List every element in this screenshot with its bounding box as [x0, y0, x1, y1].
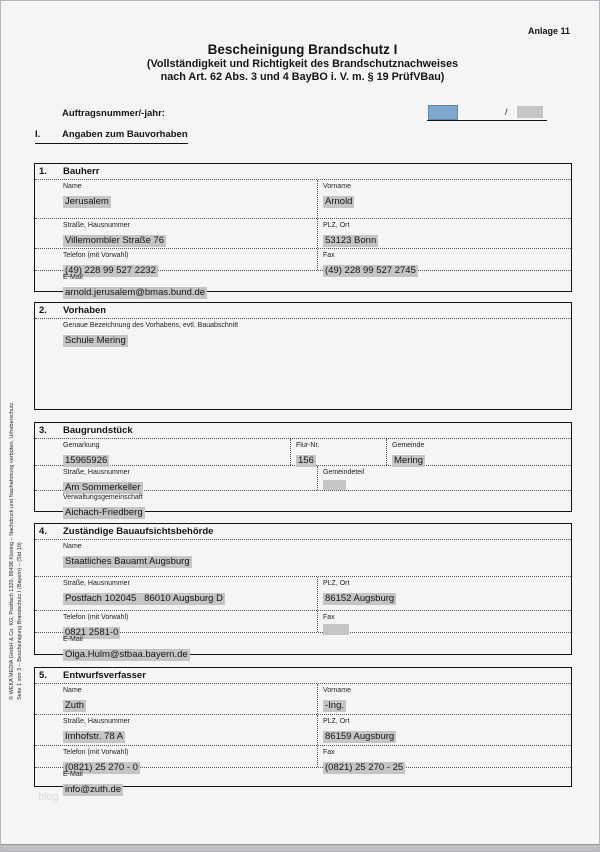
order-number-field[interactable]	[428, 105, 458, 120]
ev-strasse-label: Straße, Hausnummer	[63, 718, 130, 725]
ev-name-label: Name	[63, 687, 82, 694]
bauherr-strasse-label: Straße, Hausnummer	[63, 222, 130, 229]
section-title: Vorhaben	[63, 305, 107, 316]
copyright-vertical-text	[9, 402, 24, 700]
section-title: Entwurfsverfasser	[63, 670, 146, 681]
section-baugrundstueck-header	[35, 423, 571, 439]
gemarkung-label: Gemarkung	[63, 442, 100, 449]
gemeinde-field[interactable]: Mering	[394, 455, 424, 466]
flurnr-field[interactable]: 156	[298, 455, 314, 466]
section-bauaufsichtsbehoerde-header	[35, 524, 571, 540]
section-bauherr	[34, 163, 572, 298]
bauherr-name-label: Name	[63, 183, 82, 190]
row-ev-strasse-plz	[35, 714, 571, 745]
ev-email-field[interactable]: info@zuth.de	[65, 784, 122, 795]
section-number: 4.	[39, 526, 47, 537]
behoerde-email-field[interactable]: Olga.Hulm@stbaa.bayern.de	[65, 649, 188, 660]
ev-vorname-field[interactable]: -Ing.	[325, 700, 345, 711]
page-subtitle-line2: nach Art. 62 Abs. 3 und 4 BayBO i. V. m. § 19 PrüfVBau)	[160, 71, 445, 83]
row-email	[35, 270, 571, 298]
row-strasse-gemeindeteil	[35, 465, 571, 493]
section-number: 5.	[39, 670, 47, 681]
row-behoerde-email	[35, 632, 571, 660]
copyright-line2: Seite 1 von 3 – Bescheinigung Brandschutz I (Bayern) – (Std 10)	[16, 542, 23, 700]
page-subtitle-line1: (Vollständigkeit und Richtigkeit des Brandschutznachweises	[146, 58, 459, 70]
row-ev-email	[35, 767, 571, 795]
behoerde-email-label: E-Mail	[63, 636, 83, 643]
ev-plz-field[interactable]: 86159 Augsburg	[325, 731, 395, 742]
copyright-line1: © WEKA MEDIA GmbH & Co. KG, Postfach 1320, 86438 Kissing – Nachdruck und Nachahmung verboten, Urheberschutz	[9, 402, 15, 700]
behoerde-name-field[interactable]: Staatliches Bauamt Augsburg	[65, 556, 190, 567]
gemarkung-field[interactable]: 15965926	[65, 455, 108, 466]
behoerde-plz-label: PLZ, Ort	[323, 580, 350, 587]
section-vorhaben-header	[35, 303, 571, 319]
behoerde-name-label: Name	[63, 543, 82, 550]
bauherr-name-field[interactable]: Jerusalem	[65, 196, 109, 207]
heading-numeral: I.	[35, 129, 41, 140]
vorhaben-bezeichnung-label: Genaue Bezeichnung des Vorhabens, evtl. Bauabschnitt	[63, 322, 239, 329]
bauherr-email-label: E-Mail	[63, 274, 83, 281]
section-entwurfsverfasser-header	[35, 668, 571, 684]
baugrundstueck-strasse-label: Straße, Hausnummer	[63, 469, 130, 476]
annex-label: Anlage 11	[527, 26, 570, 36]
bauherr-plz-label: PLZ, Ort	[323, 222, 350, 229]
ev-strasse-field[interactable]: Imhofstr. 78 A	[65, 731, 124, 742]
behoerde-plz-field[interactable]: 86152 Augsburg	[325, 593, 395, 604]
gemeinde-label: Gemeinde	[392, 442, 425, 449]
flurnr-label: Flur-Nr.	[296, 442, 320, 449]
section-vorhaben	[34, 302, 572, 410]
baugrundstueck-strasse-field[interactable]: Am Sommerkeller	[65, 482, 141, 493]
row-gemarkung-flur-gemeinde	[35, 439, 571, 465]
row-ev-telefon-fax	[35, 745, 571, 773]
section-number: 2.	[39, 305, 47, 316]
bauherr-fax-label: Fax	[323, 252, 335, 259]
heading-text: Angaben zum Bauvorhaben	[62, 129, 188, 140]
behoerde-strasse-label: Straße, Hausnummer	[63, 580, 130, 587]
row-bezeichnung	[35, 319, 571, 412]
ev-email-label: E-Mail	[63, 771, 83, 778]
blog-watermark: blog	[38, 791, 59, 803]
bauherr-fax-field[interactable]: (49) 228 99 527 2745	[325, 265, 416, 276]
order-separator: /	[505, 107, 508, 117]
row-name-vorname	[35, 180, 571, 218]
section-bauaufsichtsbehoerde	[34, 523, 572, 660]
ev-telefon-field[interactable]: (0821) 25 270 - 0	[65, 762, 138, 773]
order-number-label: Auftragsnummer/-jahr:	[62, 108, 165, 119]
ev-fax-label: Fax	[323, 749, 335, 756]
row-telefon-fax	[35, 248, 571, 276]
bauherr-email-field[interactable]: arnold.jerusalem@bmas.bund.de	[65, 287, 206, 298]
ev-fax-field[interactable]: (0821) 25 270 - 25	[325, 762, 404, 773]
row-behoerde-name	[35, 540, 571, 576]
bauherr-telefon-label: Telefon (mit Vorwahl)	[63, 252, 129, 259]
row-behoerde-strasse-plz	[35, 576, 571, 610]
behoerde-telefon-field[interactable]: 0821 2581-0	[65, 627, 119, 638]
bauherr-vorname-field[interactable]: Arnold	[325, 196, 353, 207]
ev-telefon-label: Telefon (mit Vorwahl)	[63, 749, 129, 756]
order-underline	[427, 120, 547, 121]
section-heading-angaben	[35, 129, 188, 144]
ev-name-field[interactable]: Zuth	[65, 700, 85, 711]
page-title: Bescheinigung Brandschutz I	[207, 42, 398, 57]
behoerde-strasse-field[interactable]: Postfach 102045 86010 Augsburg D	[65, 593, 223, 604]
bauherr-plz-field[interactable]: 53123 Bonn	[325, 235, 377, 246]
section-title: Baugrundstück	[63, 425, 133, 436]
ev-vorname-label: Vorname	[323, 687, 352, 694]
row-strasse-plz	[35, 218, 571, 248]
page-bottom-edge	[0, 844, 600, 852]
behoerde-telefon-label: Telefon (mit Vorwahl)	[63, 614, 129, 621]
behoerde-fax-label: Fax	[323, 614, 335, 621]
bauherr-vorname-label: Vorname	[323, 183, 352, 190]
section-entwurfsverfasser	[34, 667, 572, 795]
bauherr-strasse-field[interactable]: Villemombler Straße 76	[65, 235, 165, 246]
order-year-field[interactable]	[517, 106, 543, 118]
section-baugrundstueck	[34, 422, 572, 518]
gemeindeteil-field[interactable]	[323, 480, 346, 490]
row-ev-name-vorname	[35, 684, 571, 714]
section-number: 1.	[39, 166, 47, 177]
row-verwaltungsgemeinschaft	[35, 490, 571, 518]
verwaltung-label: Verwaltungsgemeinschaft	[63, 494, 143, 501]
section-number: 3.	[39, 425, 47, 436]
row-behoerde-telefon-fax	[35, 610, 571, 638]
ev-plz-label: PLZ, Ort	[323, 718, 350, 725]
section-title: Bauherr	[63, 166, 100, 177]
verwaltung-field[interactable]: Aichach-Friedberg	[65, 507, 143, 518]
section-bauherr-header	[35, 164, 571, 180]
vorhaben-bezeichnung-field[interactable]: Schule Mering	[65, 335, 126, 346]
gemeindeteil-label: Gemeindeteil	[323, 469, 365, 476]
section-title: Zuständige Bauaufsichtsbehörde	[63, 526, 214, 537]
bauherr-telefon-field[interactable]: (49) 228 99 527 2232	[65, 265, 156, 276]
